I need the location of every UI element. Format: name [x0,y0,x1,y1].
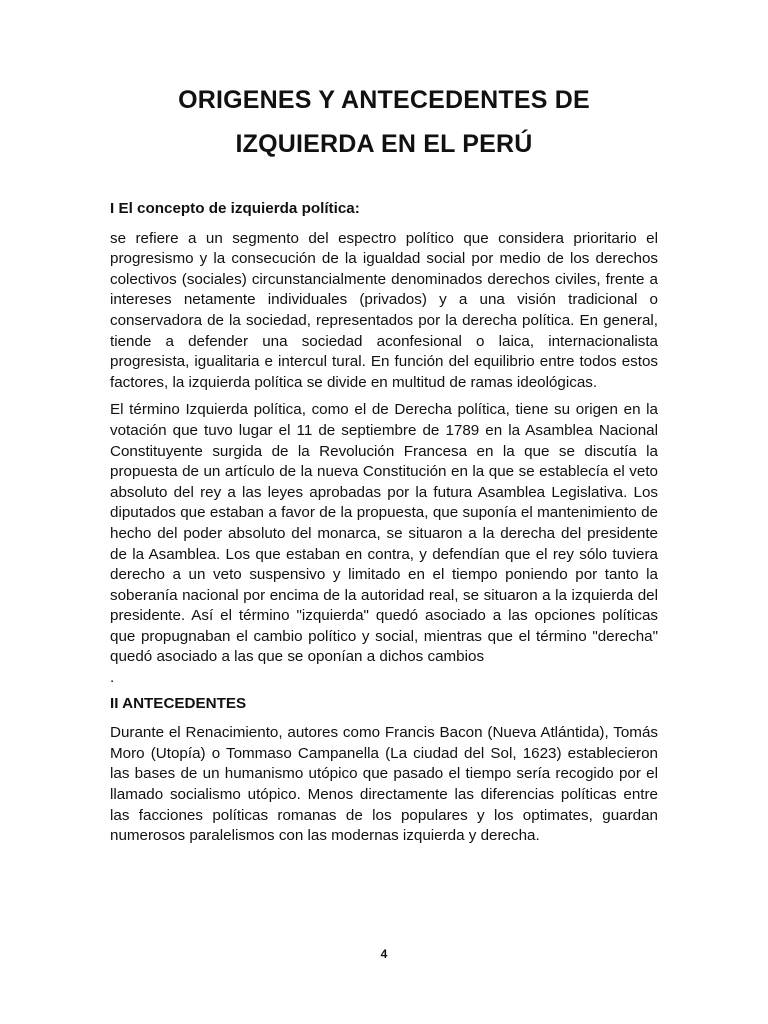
section-2-heading: II ANTECEDENTES [110,694,247,712]
document-title-line-2: IZQUIERDA EN EL PERÚ [235,130,533,158]
document-title-line-1: ORIGENES Y ANTECEDENTES DE [178,86,590,114]
section-1-trailing-dot: . [110,669,115,687]
section-1-paragraph-2: El término Izquierda política, como el de Derecha política, tiene su origen en la votación que tuvo lugar el 11 de septiembre de 1789 en la Asamblea Nacional Constituyente surgida de la Revolución Francesa en la que se discutía la propuesta de un artículo de la nueva Constitución en la que se establecía el veto absoluto del rey a las leyes aprobadas por la futura Asamblea Legislativa. Los diputados que estaban a favor de la propuesta, que suponía el mantenimiento de hecho del poder absoluto del monarca, se situaron a la derecha del presidente de la Asamblea. Los que estaban en contra, y defendían que el rey sólo tuviera derecho a un veto suspensivo y limitado en el tiempo poniendo por tanto la soberanía nacional por encima de la autoridad real, se situaron a la izquierda del presidente. Así el término "izquierda" quedó asociado a las opciones políticas que propugnaban el cambio político y social, mientras que el término "derecha" quedó asociado a las que se oponían a dichos cambios [110,401,658,666]
section-1-heading: I El concepto de izquierda política: [110,200,360,217]
section-2-paragraph-1: Durante el Renacimiento, autores como Francis Bacon (Nueva Atlántida), Tomás Moro (Utopía) o Tommaso Campanella (La ciudad del Sol, 1623) establecieron las bases de un humanismo utópico que pasado el tiempo sería recogido por el llamado socialismo utópico. Menos directamente las diferencias políticas entre las facciones políticas romanas de los populares y los optimates, guardan numerosos paralelismos con las modernas izquierda y derecha. [110,724,658,845]
page-number: 4 [380,947,388,961]
section-1-paragraph-1: se refiere a un segmento del espectro político que considera prioritario el progresismo y la consecución de la igualdad social por medio de los derechos colectivos (sociales) circunstancialmente denominados derechos civiles, frente a intereses netamente individuales (privados) y a una visión tradicional o conservadora de la sociedad, representados por la derecha política. En general, tiende a defender una sociedad aconfesional o laica, internacionalista progresista, igualitaria e intercul tural. En función del equilibrio entre todos estos factores, la izquierda política se divide en multitud de ramas ideológicas. [110,229,658,391]
document-body [110,199,658,854]
